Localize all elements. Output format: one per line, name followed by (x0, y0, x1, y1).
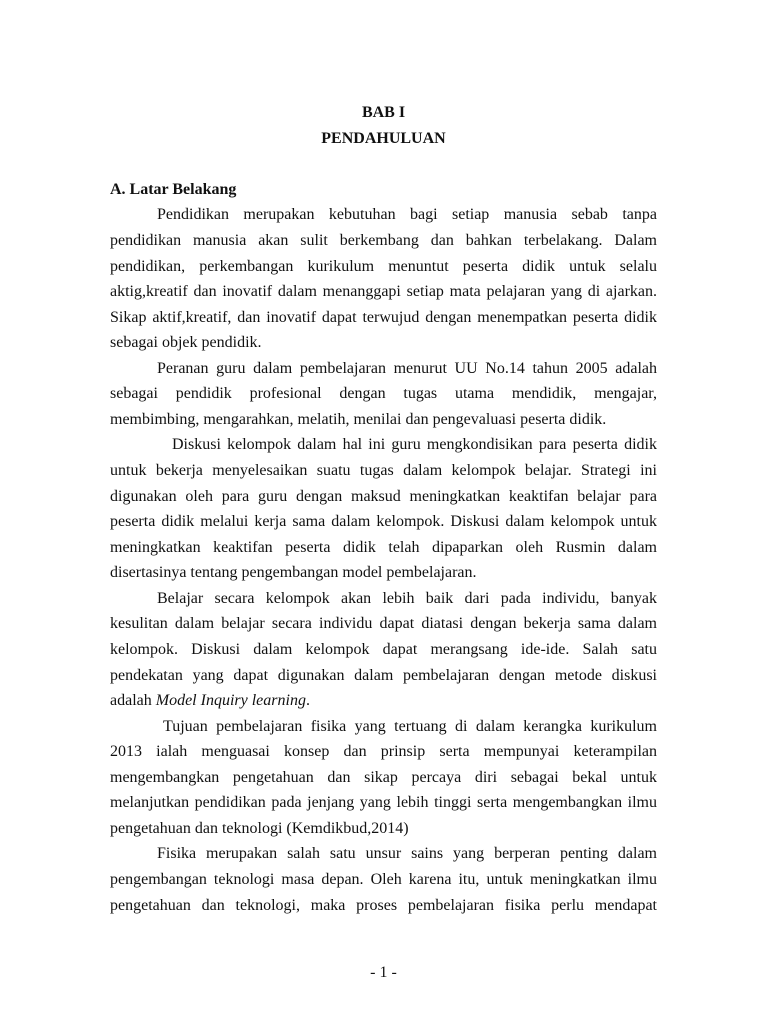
text-line: Sikap aktif,kreatif, dan inovatif dapat terwujud dengan menempatkan peserta didik (110, 308, 657, 326)
paragraph (110, 841, 657, 918)
text-line: 2013 ialah menguasai konsep dan prinsip serta mempunyai keterampilan (110, 743, 657, 761)
text-line: Belajar secara kelompok akan lebih baik dari pada individu, banyak (157, 589, 657, 607)
text-segment: . (305, 692, 310, 710)
italic-term: Model Inquiry learning (155, 692, 306, 710)
text-line: Peranan guru dalam pembelajaran menurut UU No.14 tahun 2005 adalah (157, 359, 657, 377)
text-line: membimbing, mengarahkan, melatih, menilai dan pengevaluasi peserta didik. (110, 410, 607, 428)
heading-spacer (110, 151, 657, 177)
text-line: pendidikan, perkembangan kurikulum menuntut peserta didik untuk selalu (110, 257, 657, 275)
text-line: Pendidikan merupakan kebutuhan bagi setiap manusia sebab tanpa (157, 206, 657, 224)
text-line: peserta didik melalui kerja sama dalam kelompok. Diskusi dalam kelompok untuk (110, 513, 657, 531)
text-line: sebagai pendidik profesional dengan tugas utama mendidik, mengajar, (110, 385, 657, 403)
text-line: kesulitan dalam belajar secara individu dapat diatasi dengan bekerja sama dalam (110, 615, 657, 633)
section-heading: A. Latar Belakang (110, 180, 237, 198)
text-segment: adalah (110, 692, 156, 710)
paragraph (110, 356, 657, 433)
text-line: pendidikan manusia akan sulit berkembang dan bahkan terbelakang. Dalam (110, 231, 657, 249)
chapter-number: BAB I (361, 104, 406, 122)
chapter-title: PENDAHULUAN (321, 129, 446, 147)
text-line: Fisika merupakan salah satu unsur sains yang berperan penting dalam (157, 845, 657, 863)
paragraph (110, 714, 657, 842)
text-line: aktig,kreatif dan inovatif dalam menanggapi setiap mata pelajaran yang di ajarkan. (110, 283, 657, 301)
body-text (110, 202, 657, 918)
text-line: pengembangan teknologi masa depan. Oleh karena itu, untuk meningkatkan ilmu (110, 871, 657, 889)
text-line: kelompok. Diskusi dalam kelompok dapat merangsang ide-ide. Salah satu (110, 640, 657, 658)
text-line: Tujuan pembelajaran fisika yang tertuang di dalam kerangka kurikulum (163, 717, 657, 735)
text-line (110, 688, 657, 714)
text-line: melanjutkan pendidikan pada jenjang yang lebih tinggi serta mengembangkan ilmu (110, 794, 657, 812)
text-line: Diskusi kelompok dalam hal ini guru mengkondisikan para peserta didik (172, 436, 657, 454)
text-line: disertasinya tentang pengembangan model pembelajaran. (110, 564, 477, 582)
text-line: untuk bekerja menyelesaikan suatu tugas dalam kelompok belajar. Strategi ini (110, 462, 657, 480)
text-line: pengetahuan dan teknologi, maka proses pembelajaran fisika perlu mendapat (110, 896, 657, 914)
paragraph (110, 432, 657, 585)
text-line: pengetahuan dan teknologi (Kemdikbud,2014) (110, 819, 409, 837)
text-line: mengembangkan pengetahuan dan sikap percaya diri sebagai bekal untuk (110, 768, 657, 786)
text-line: pendekatan yang dapat digunakan dalam pembelajaran dengan metode diskusi (110, 666, 657, 684)
paragraph (110, 202, 657, 355)
paragraph (110, 586, 657, 714)
page-content (110, 100, 657, 918)
page-number: - 1 - (370, 964, 397, 982)
text-line: digunakan oleh para guru dengan maksud meningkatkan keaktifan belajar para (110, 487, 657, 505)
text-line: sebagai objek pendidik. (110, 334, 262, 352)
text-line: meningkatkan keaktifan peserta didik telah dipaparkan oleh Rusmin dalam (110, 538, 657, 556)
